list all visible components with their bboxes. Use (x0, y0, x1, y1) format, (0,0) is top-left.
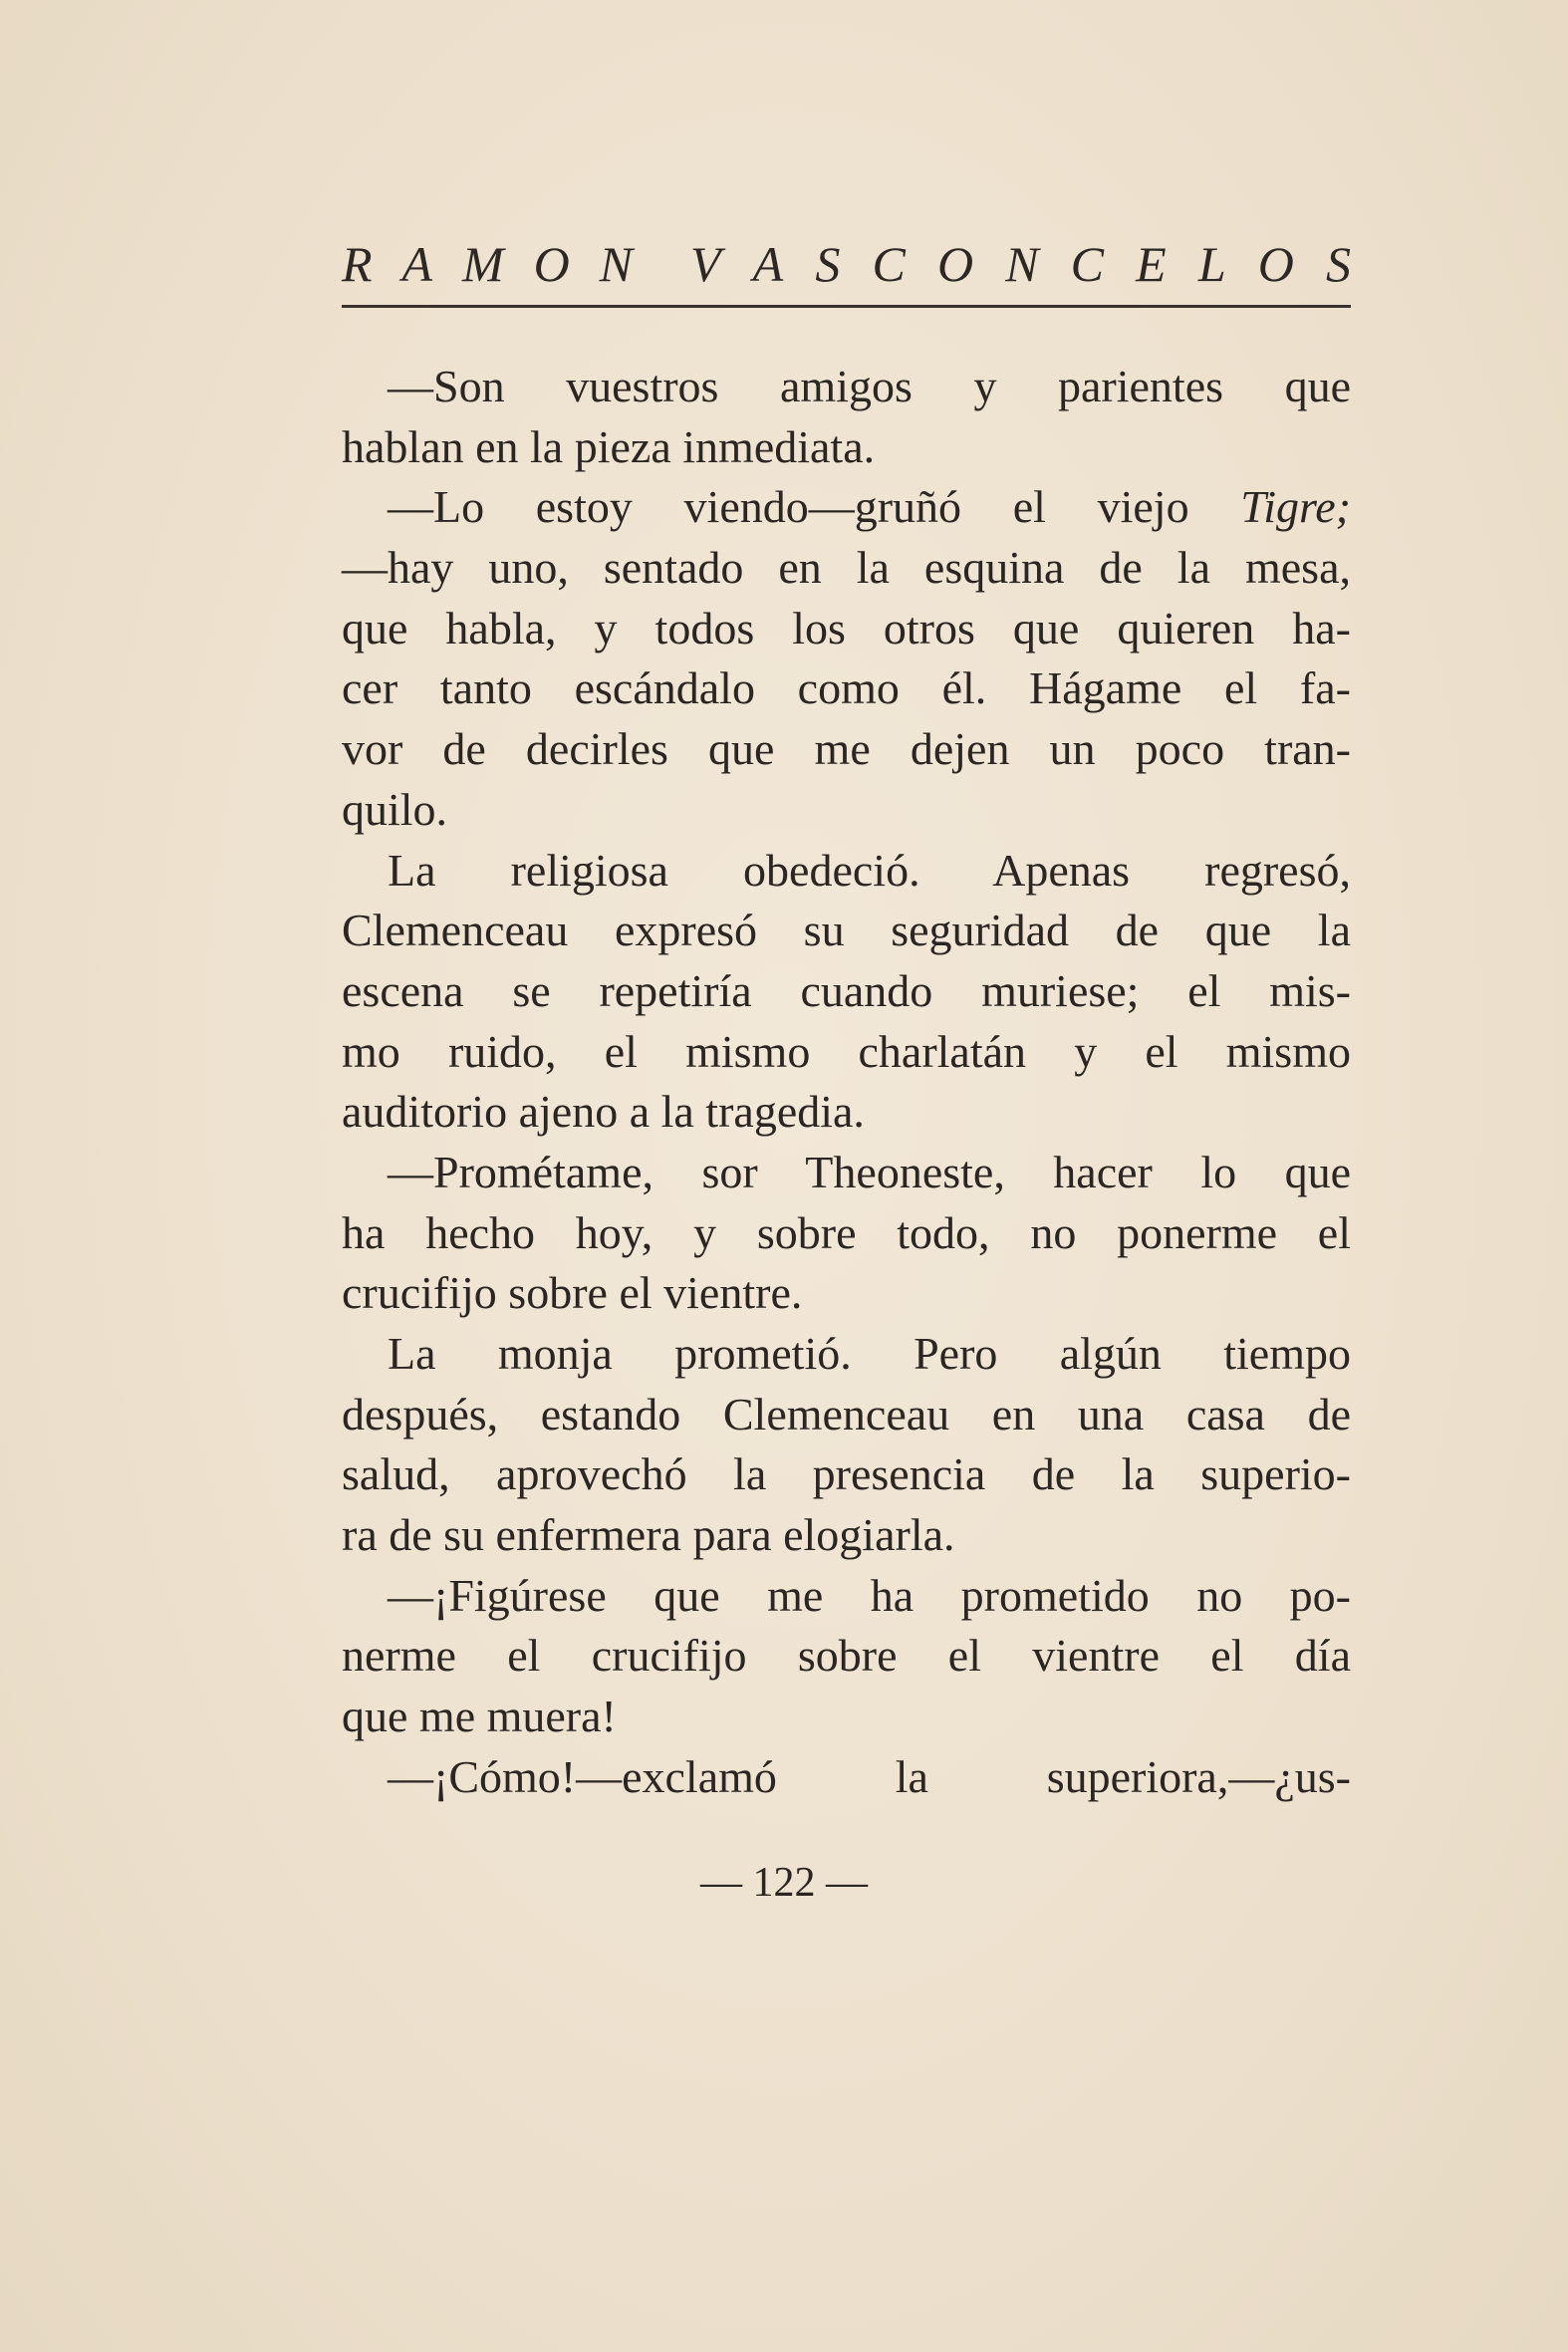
text-line: que me muera! (342, 1691, 617, 1742)
text-line: —¡Cómo!—exclamó la superiora,—¿us- (388, 1750, 1351, 1802)
body-text (342, 357, 1351, 1808)
text-line: Clemenceau expresó su seguridad de que la (342, 905, 1351, 956)
header-rule (342, 305, 1351, 308)
text-line: salud, aprovechó la presencia de la superio- (342, 1448, 1351, 1500)
text-line: después, estando Clemenceau en una casa de (342, 1388, 1351, 1439)
text-line: cer tanto escándalo como él. Hágame el fa- (342, 662, 1351, 714)
text-line: que habla, y todos los otros que quieren ha- (342, 602, 1351, 653)
text-line: ra de su enfermera para elogiarla. (342, 1509, 955, 1561)
author-first-name: R A M O N (342, 236, 633, 292)
text-line: —Prométame, sor Theoneste, hacer lo que (388, 1146, 1351, 1197)
text-line: ha hecho hoy, y sobre todo, no ponerme el (342, 1206, 1351, 1258)
text-line: crucifijo sobre el vientre. (342, 1267, 803, 1319)
text-line: —Son vuestros amigos y parientes que (388, 361, 1351, 411)
text-line: auditorio ajeno a la tragedia. (342, 1086, 865, 1138)
text-line: —hay uno, sentado en la esquina de la mesa, (342, 542, 1351, 594)
text-line: La religiosa obedeció. Apenas regresó, (388, 844, 1351, 896)
text-line: —Lo estoy viendo—gruñó el viejo Tigre; (388, 481, 1351, 533)
text-line: nerme el crucifijo sobre el vientre el día (342, 1630, 1351, 1682)
text-line: escena se repetiría cuando muriese; el mis- (342, 964, 1351, 1016)
text-line: vor de decirles que me dejen un poco tran- (342, 723, 1351, 775)
author-last-name: V A S C O N C E L O S (690, 236, 1351, 292)
text-line: hablan en la pieza inmediata. (342, 420, 876, 472)
page-number: — 122 — (700, 1860, 868, 1906)
text-line: —¡Figúrese que me ha prometido no po- (388, 1569, 1351, 1621)
text-line: quilo. (342, 783, 448, 835)
text-line: mo ruido, el mismo charlatán y el mismo (342, 1025, 1351, 1077)
text-line: La monja prometió. Pero algún tiempo (388, 1328, 1351, 1379)
running-head (342, 235, 1351, 293)
